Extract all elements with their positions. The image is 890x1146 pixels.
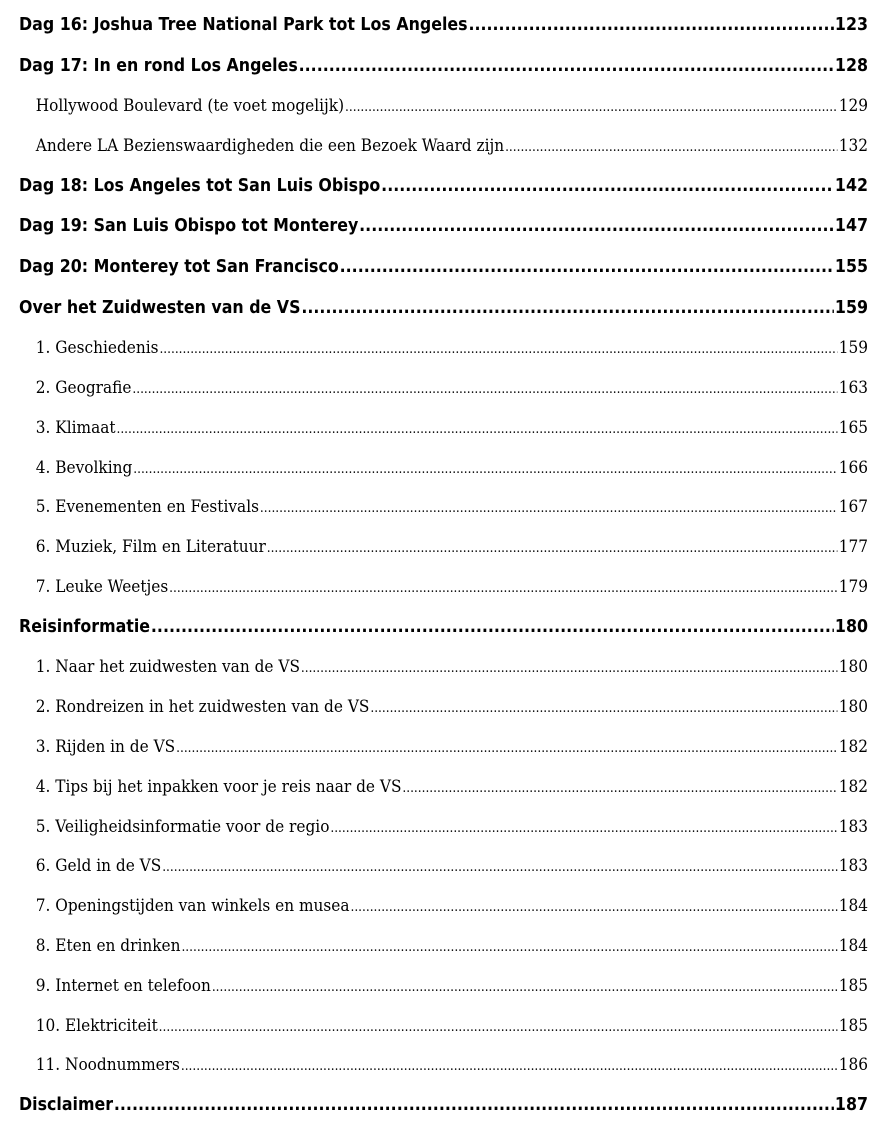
toc-entry-page: 180: [838, 697, 868, 717]
dot-leader: [169, 569, 838, 609]
toc-entry-title: 10. Elektriciteit: [35, 1015, 158, 1035]
toc-heading-entry[interactable]: [19, 1085, 868, 1126]
dot-leader: [162, 848, 838, 888]
table-of-contents: [19, 0, 868, 1126]
toc-subentry[interactable]: [19, 966, 868, 1006]
toc-entry-title: 5. Veiligheidsinformatie voor de regio: [35, 816, 330, 836]
toc-heading-entry[interactable]: [19, 166, 868, 207]
toc-entry-page: 159: [834, 296, 868, 318]
toc-subentry[interactable]: [19, 126, 868, 166]
toc-entry-title: 2. Geografie: [35, 377, 132, 397]
toc-entry-page: 166: [838, 457, 868, 477]
toc-entry-page: 185: [838, 1015, 868, 1035]
toc-subentry[interactable]: [19, 567, 868, 607]
toc-entry-page: 147: [834, 215, 868, 237]
dot-leader: [212, 968, 838, 1008]
toc-entry-title: Andere LA Bezienswaardigheden die een Bezoek Waard zijn: [35, 135, 505, 155]
toc-entry-title: Over het Zuidwesten van de VS: [19, 296, 301, 318]
toc-entry-title: Reisinformatie: [19, 615, 151, 637]
dot-leader: [359, 206, 834, 247]
toc-entry-title: 5. Evenementen en Festivals: [35, 497, 259, 517]
toc-entry-page: 184: [838, 896, 868, 916]
dot-leader: [340, 247, 834, 288]
toc-entry-title: Dag 16: Joshua Tree National Park tot Los Angeles: [19, 14, 468, 35]
toc-subentry[interactable]: [19, 1045, 868, 1085]
dot-leader: [402, 769, 837, 809]
toc-subentry[interactable]: [19, 448, 868, 488]
toc-entry-title: Dag 17: In en rond Los Angeles: [19, 54, 298, 76]
dot-leader: [345, 88, 838, 128]
dot-leader: [505, 128, 838, 168]
toc-heading-entry[interactable]: [19, 46, 868, 87]
toc-entry-title: 4. Bevolking: [35, 457, 133, 477]
toc-entry-title: Dag 18: Los Angeles tot San Luis Obispo: [19, 174, 381, 196]
toc-entry-page: 186: [838, 1055, 868, 1075]
toc-entry-page: 183: [838, 816, 868, 836]
toc-entry-page: 163: [838, 377, 868, 397]
toc-subentry[interactable]: [19, 846, 868, 886]
toc-subentry[interactable]: [19, 1006, 868, 1046]
toc-entry-title: 2. Rondreizen in het zuidwesten van de VS: [35, 697, 370, 717]
toc-subentry[interactable]: [19, 886, 868, 926]
toc-subentry[interactable]: [19, 368, 868, 408]
dot-leader: [151, 607, 834, 648]
toc-heading-entry[interactable]: [19, 206, 868, 247]
toc-entry-title: 11. Noodnummers: [35, 1055, 180, 1075]
toc-entry-title: 7. Leuke Weetjes: [35, 576, 169, 596]
toc-entry-title: 3. Klimaat: [35, 417, 116, 437]
toc-entry-page: 182: [838, 776, 868, 796]
dot-leader: [176, 729, 838, 769]
toc-entry-title: 4. Tips bij het inpakken voor je reis naar de VS: [35, 776, 402, 796]
dot-leader: [267, 529, 838, 569]
toc-entry-title: Dag 19: San Luis Obispo tot Monterey: [19, 215, 359, 237]
toc-heading-entry[interactable]: [19, 5, 868, 46]
toc-heading-entry[interactable]: [19, 607, 868, 648]
dot-leader: [159, 330, 837, 370]
toc-subentry[interactable]: [19, 408, 868, 448]
toc-subentry[interactable]: [19, 647, 868, 687]
toc-entry-page: 132: [838, 135, 868, 155]
dot-leader: [330, 809, 837, 849]
dot-leader: [301, 649, 838, 689]
dot-leader: [299, 46, 834, 87]
toc-entry-page: 167: [838, 497, 868, 517]
dot-leader: [381, 166, 834, 207]
dot-leader: [114, 1085, 834, 1126]
toc-entry-title: Disclaimer: [19, 1094, 114, 1116]
toc-entry-title: 8. Eten en drinken: [35, 935, 181, 955]
dot-leader: [350, 888, 837, 928]
toc-entry-title: 3. Rijden in de VS: [35, 736, 176, 756]
dot-leader: [181, 928, 837, 968]
toc-subentry[interactable]: [19, 807, 868, 847]
toc-heading-entry[interactable]: [19, 288, 868, 329]
dot-leader: [181, 1047, 838, 1087]
dot-leader: [370, 689, 837, 729]
toc-entry-title: 7. Openingstijden van winkels en musea: [35, 896, 350, 916]
toc-entry-page: 185: [838, 975, 868, 995]
toc-entry-page: 159: [838, 338, 868, 358]
toc-subentry[interactable]: [19, 767, 868, 807]
toc-subentry[interactable]: [19, 328, 868, 368]
toc-entry-page: 180: [838, 657, 868, 677]
toc-entry-title: 6. Geld in de VS: [35, 856, 162, 876]
toc-subentry[interactable]: [19, 86, 868, 126]
toc-entry-title: 6. Muziek, Film en Literatuur: [35, 537, 266, 557]
toc-entry-title: Hollywood Boulevard (te voet mogelijk): [35, 96, 345, 116]
toc-entry-page: 142: [834, 174, 868, 196]
toc-subentry[interactable]: [19, 487, 868, 527]
toc-entry-page: 179: [838, 576, 868, 596]
toc-entry-page: 165: [838, 417, 868, 437]
toc-entry-page: 180: [834, 615, 868, 637]
toc-entry-page: 129: [838, 96, 868, 116]
toc-entry-page: 183: [838, 856, 868, 876]
toc-entry-page: 128: [834, 54, 868, 76]
dot-leader: [159, 1008, 838, 1048]
dot-leader: [468, 5, 834, 46]
toc-entry-page: 184: [838, 935, 868, 955]
toc-entry-page: 187: [834, 1094, 868, 1116]
toc-subentry[interactable]: [19, 727, 868, 767]
toc-heading-entry[interactable]: [19, 247, 868, 288]
toc-entry-page: 155: [834, 255, 868, 277]
toc-subentry[interactable]: [19, 926, 868, 966]
dot-leader: [116, 410, 837, 450]
toc-entry-page: 177: [838, 537, 868, 557]
dot-leader: [301, 288, 834, 329]
toc-entry-title: 1. Naar het zuidwesten van de VS: [35, 657, 300, 677]
toc-entry-title: Dag 20: Monterey tot San Francisco: [19, 255, 339, 277]
toc-subentry[interactable]: [19, 687, 868, 727]
dot-leader: [133, 450, 837, 490]
toc-entry-title: 1. Geschiedenis: [35, 338, 159, 358]
dot-leader: [132, 370, 837, 410]
toc-entry-page: 123: [834, 14, 868, 35]
dot-leader: [260, 489, 838, 529]
toc-entry-title: 9. Internet en telefoon: [35, 975, 211, 995]
toc-subentry[interactable]: [19, 527, 868, 567]
toc-entry-page: 182: [838, 736, 868, 756]
